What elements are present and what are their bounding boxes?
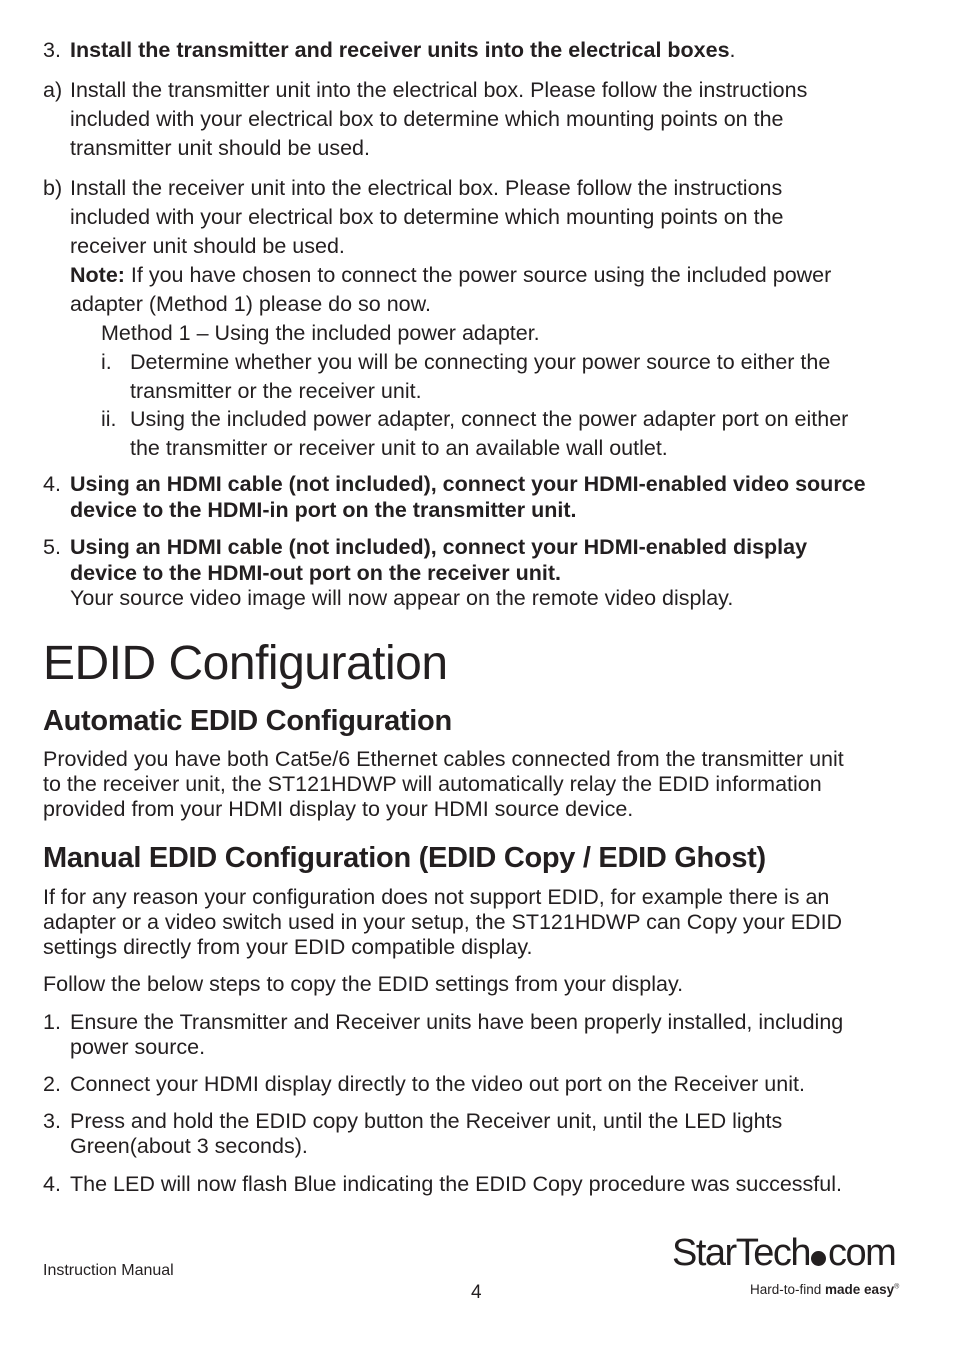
logo-tagline	[750, 1282, 899, 1297]
substep-a-line: included with your electrical box to determine which mounting points on the	[70, 107, 784, 131]
logo-text-startech: StarTech	[672, 1232, 810, 1274]
step-5-line: Using an HDMI cable (not included), connect your HDMI-enabled display	[70, 535, 808, 559]
substep-b-line: Install the receiver unit into the electrical box. Please follow the instructions	[70, 176, 783, 200]
auto-edid-line: provided from your HDMI display to your HDMI source device.	[43, 797, 634, 821]
note-text: If you have chosen to connect the power source using the included power	[124, 263, 832, 287]
edid-step-line: Press and hold the EDID copy button the Receiver unit, until the LED lights	[70, 1109, 783, 1133]
substep-b-line: included with your electrical box to determine which mounting points on the	[70, 205, 784, 229]
logo-text-com: com	[827, 1232, 896, 1274]
step-3-title-period: .	[729, 38, 736, 62]
step-4-line: device to the HDMI-in port on the transmitter unit.	[70, 498, 577, 522]
method-step-line: Using the included power adapter, connect the power adapter port on either	[130, 407, 849, 431]
manual-edid-heading: Manual EDID Configuration (EDID Copy / EDID Ghost)	[43, 842, 766, 874]
auto-edid-heading: Automatic EDID Configuration	[43, 705, 452, 737]
note-label: Note:	[70, 263, 125, 287]
step-number: 4.	[43, 472, 61, 496]
manual-edid-line: adapter or a video switch used in your setup, the ST121HDWP can Copy your EDID	[43, 910, 843, 934]
substep-label: a)	[43, 78, 63, 102]
step-5-line: device to the HDMI-out port on the receiver unit.	[70, 561, 561, 585]
step-3-title	[70, 36, 736, 65]
step-4-line: Using an HDMI cable (not included), connect your HDMI-enabled video source	[70, 472, 866, 496]
substep-a-line: transmitter unit should be used.	[70, 136, 370, 160]
method-heading: Method 1 – Using the included power adapter.	[101, 321, 540, 345]
substep-a-line: Install the transmitter unit into the electrical box. Please follow the instructions	[70, 78, 808, 102]
edid-step-line: power source.	[70, 1035, 206, 1059]
method-step-line: Determine whether you will be connecting your power source to either the	[130, 350, 831, 374]
auto-edid-line: Provided you have both Cat5e/6 Ethernet cables connected from the transmitter unit	[43, 747, 844, 771]
auto-edid-line: to the receiver unit, the ST121HDWP will automatically relay the EDID information	[43, 772, 822, 796]
footer-document-type: Instruction Manual	[43, 1262, 174, 1279]
registered-mark: ®	[894, 1283, 900, 1291]
edid-step-line: Connect your HDMI display directly to the video out port on the Receiver unit.	[70, 1072, 805, 1096]
step-number: 2.	[43, 1072, 61, 1096]
step-number: 3.	[43, 38, 61, 62]
edid-step-line: Green(about 3 seconds).	[70, 1134, 308, 1158]
tagline-part-2: made easy	[825, 1282, 895, 1297]
tagline-part-1: Hard-to-find	[750, 1282, 826, 1297]
logo-dot-icon	[811, 1251, 826, 1266]
page-number: 4	[471, 1282, 482, 1303]
step-3-title-text: Install the transmitter and receiver units into the electrical boxes	[70, 38, 730, 62]
step-number: 3.	[43, 1109, 61, 1133]
step-number: 4.	[43, 1172, 61, 1196]
step-5-note: Your source video image will now appear on the remote video display.	[70, 586, 734, 610]
roman-label: ii.	[101, 407, 117, 431]
edid-step-line: Ensure the Transmitter and Receiver units have been properly installed, including	[70, 1010, 844, 1034]
edid-step-line: The LED will now flash Blue indicating the EDID Copy procedure was successful.	[70, 1172, 842, 1196]
step-number: 5.	[43, 535, 61, 559]
roman-label: i.	[101, 350, 112, 374]
startech-logo	[672, 1232, 912, 1302]
note-line	[70, 261, 831, 290]
note-line: adapter (Method 1) please do so now.	[70, 292, 431, 316]
follow-text: Follow the below steps to copy the EDID settings from your display.	[43, 972, 684, 996]
manual-edid-line: settings directly from your EDID compatible display.	[43, 935, 533, 959]
method-step-line: the transmitter or receiver unit to an available wall outlet.	[130, 436, 668, 460]
substep-b-line: receiver unit should be used.	[70, 234, 345, 258]
step-number: 1.	[43, 1010, 61, 1034]
section-title: EDID Configuration	[43, 637, 448, 690]
method-step-line: transmitter or the receiver unit.	[130, 379, 422, 403]
substep-label: b)	[43, 176, 63, 200]
logo-wordmark	[672, 1232, 895, 1274]
manual-edid-line: If for any reason your configuration does not support EDID, for example there is an	[43, 885, 830, 909]
